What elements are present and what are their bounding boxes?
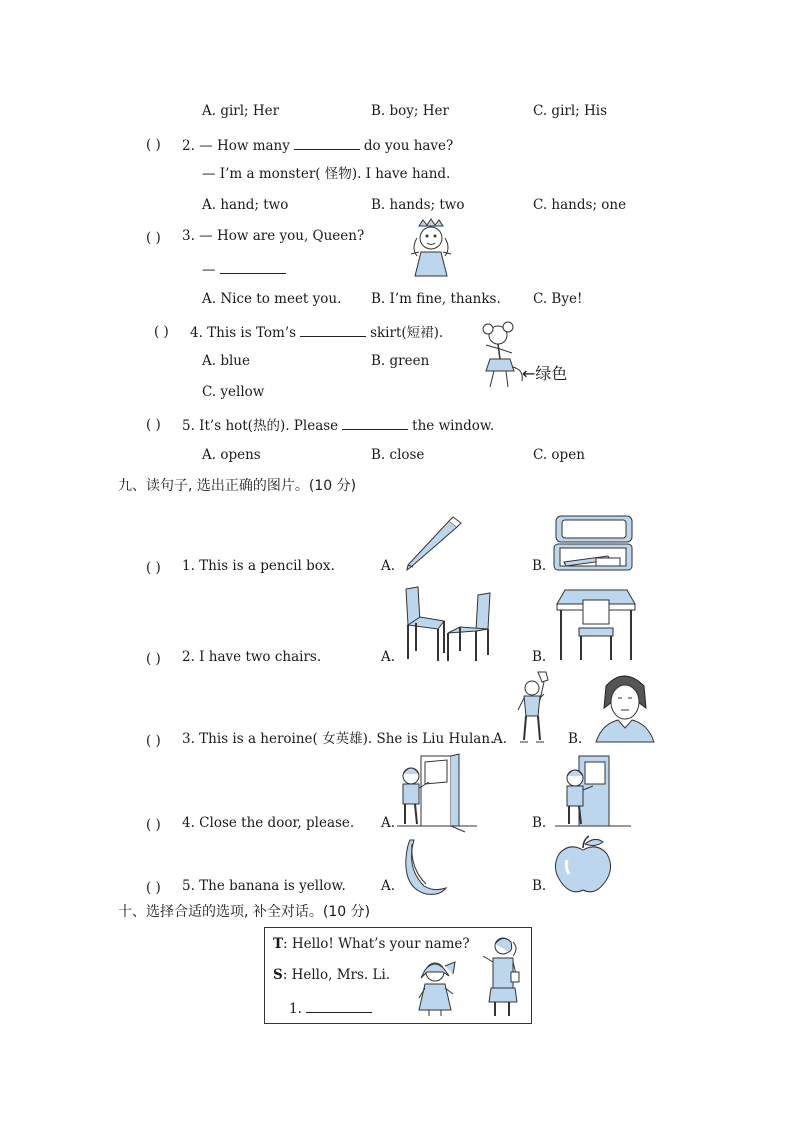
s9-q5-text: 5. The banana is yellow. [182,878,346,894]
section10-heading: 十、选择合适的选项, 补全对话。(10 分) [118,904,371,920]
s9-q2-label-b: B. [532,649,547,665]
q5-question-end: the window. [412,418,495,434]
s9-q1-text: 1. This is a pencil box. [182,558,335,574]
two-chairs-image [402,585,494,663]
q4-blank[interactable] [300,324,366,337]
s9-q1-paren[interactable]: ( ) [146,560,161,576]
teacher-image [479,932,523,1020]
q4-question-start: 4. This is Tom’s [190,325,297,341]
q3-answer-paren[interactable]: ( ) [146,230,161,246]
q3-line2 [202,261,290,278]
liu-hulan-image [594,672,656,742]
tom-mouse-image [478,323,528,391]
q4-option-a: A. blue [202,353,250,369]
banana-image [400,838,448,896]
s9-q1-label-b: B. [532,558,547,574]
s9-q4-paren[interactable]: ( ) [146,817,161,833]
dialogue-blank-line [289,1000,376,1017]
s9-q4-text: 4. Close the door, please. [182,815,355,831]
q2-option-b: B. hands; two [371,197,465,213]
q2-answer-paren[interactable]: ( ) [146,137,161,153]
q3-option-a: A. Nice to meet you. [202,291,342,307]
q2-option-c: C. hands; one [533,197,627,213]
q4-option-c: C. yellow [202,384,265,400]
q3-dash: — [202,262,216,278]
q4-question-end: skirt(短裙). [370,325,444,341]
q5-option-b: B. close [371,447,425,463]
section9-heading: 九、读句子, 选出正确的图片。(10 分) [118,478,357,494]
student-line [273,969,390,983]
queen-image [405,218,457,278]
s9-q3-paren[interactable]: ( ) [146,733,161,749]
s9-q5-label-a: A. [381,878,396,894]
s9-q2-text: 2. I have two chairs. [182,649,322,665]
q4-green-label: ←绿色 [522,364,568,383]
dialogue-blank-number: 1. [289,1001,302,1017]
q2-question-start: 2. — How many [182,138,290,154]
girl-student-image [413,958,459,1018]
s9-q5-label-b: B. [532,878,547,894]
q3-option-b: B. I’m fine, thanks. [371,291,501,307]
s9-q2-paren[interactable]: ( ) [146,651,161,667]
q2-line2: — I’m a monster( 怪物). I have hand. [202,166,451,182]
student-text: : Hello, Mrs. Li. [282,967,391,983]
s9-q1-label-a: A. [381,558,396,574]
boy-open-door-image [555,752,631,832]
q4-question [190,324,443,341]
s9-q3-label-b: B. [568,731,583,747]
s9-q5-paren[interactable]: ( ) [146,880,161,896]
s9-q2-label-a: A. [381,649,396,665]
s9-q4-label-a: A. [381,815,396,831]
s9-q3-text: 3. This is a heroine( 女英雄). She is Liu Hulan. [182,731,495,747]
q4-option-b: B. green [371,353,430,369]
pencil-box-image [552,514,634,572]
apple-image [553,834,613,896]
q2-question [182,137,453,154]
q5-blank[interactable] [342,417,408,430]
q3-option-c: C. Bye! [533,291,583,307]
desk-chair-image [555,588,637,664]
q2-blank[interactable] [294,137,360,150]
q4-answer-paren[interactable]: ( ) [154,324,169,340]
pencil-image [405,515,463,571]
s9-q3-label-a: A. [493,731,508,747]
boy-closing-door-image [395,752,477,832]
teacher-label: T [273,936,284,952]
q5-answer-paren[interactable]: ( ) [146,417,161,433]
teacher-text: : Hello! What’s your name? [283,936,470,952]
q5-option-c: C. open [533,447,585,463]
student-label: S [273,967,283,983]
q1-option-b: B. boy; Her [371,103,449,119]
dialogue-box [264,927,532,1024]
q5-question [182,417,494,434]
teacher-line [273,938,470,952]
q3-question: 3. — How are you, Queen? [182,228,365,244]
q2-question-end: do you have? [363,138,454,154]
q1-option-a: A. girl; Her [202,103,280,119]
q2-option-a: A. hand; two [202,197,289,213]
dialogue-blank-1[interactable] [306,1000,372,1013]
s9-q4-label-b: B. [532,815,547,831]
q5-question-start: 5. It’s hot(热的). Please [182,418,339,434]
hero-boy-image [514,670,554,746]
q3-blank[interactable] [220,261,286,274]
q5-option-a: A. opens [202,447,261,463]
q1-option-c: C. girl; His [533,103,608,119]
